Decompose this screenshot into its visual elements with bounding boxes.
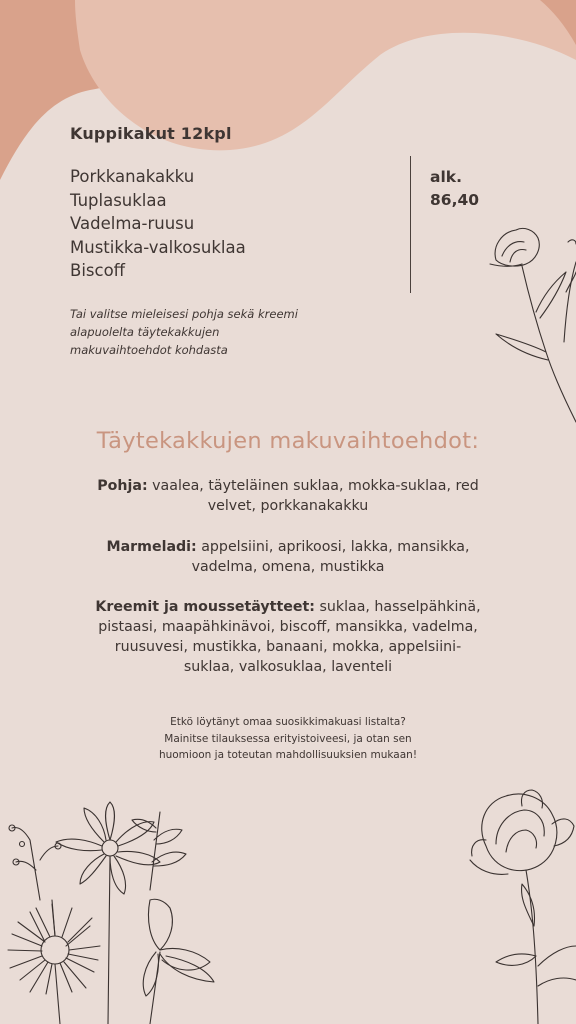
flavor-item: Biscoff — [70, 261, 126, 280]
footer-line: Mainitse tilauksessa erityistoiveesi, ja otan sen — [164, 732, 412, 745]
jam-label: Marmeladi: — [106, 539, 197, 555]
footer-line: huomioon ja toteutan mahdollisuuksien mukaan! — [158, 749, 418, 761]
base-text: vaalea, täyteläinen suklaa, mokka-suklaa, red velvet, porkkanakakku — [152, 478, 479, 514]
flower-line-art-icon — [466, 786, 576, 1024]
cupcake-flavor-list — [70, 165, 246, 283]
price-value: 86,40 — [430, 191, 480, 209]
cream-label: Kreemit ja moussetäytteet: — [95, 599, 315, 615]
flower-line-art-icon — [0, 800, 230, 1024]
jam-options — [90, 537, 486, 577]
cupcake-note: Tai valitse mieleisesi pohja sekä kreemi alapuolelta täytekakkujen makuvaihtoehdot kohdasta — [70, 307, 298, 357]
base-options — [90, 476, 486, 516]
cupcakes-title: Kuppikakut 12kpl — [70, 124, 232, 143]
price-block — [430, 166, 479, 212]
footer-note — [120, 714, 456, 764]
flavor-item: Mustikka-valkosuklaa — [70, 237, 246, 257]
flavor-item: Tuplasuklaa — [70, 190, 167, 210]
price-prefix: alk. — [430, 168, 462, 186]
footer-line: Etkö löytänyt omaa suosikkimakuasi listalta? — [170, 716, 406, 728]
cream-text: suklaa, hasselpähkinä, pistaasi, maapähkinävoi, biscoff, mansikka, vadelma, ruusuvesi, mustikka, banaani, mokka, appelsiini-suklaa, valkosuklaa, laventeli — [98, 599, 481, 675]
flower-line-art-icon — [486, 222, 576, 432]
vertical-divider — [410, 156, 411, 293]
cream-options — [90, 597, 486, 677]
cake-flavors-heading: Täytekakkujen makuvaihtoehdot: — [96, 428, 480, 454]
flavor-item: Porkkanakakku — [70, 167, 195, 186]
flavor-item: Vadelma-ruusu — [70, 214, 195, 233]
jam-text: appelsiini, aprikoosi, lakka, mansikka, vadelma, omena, mustikka — [191, 539, 470, 575]
base-label: Pohja: — [97, 478, 148, 494]
